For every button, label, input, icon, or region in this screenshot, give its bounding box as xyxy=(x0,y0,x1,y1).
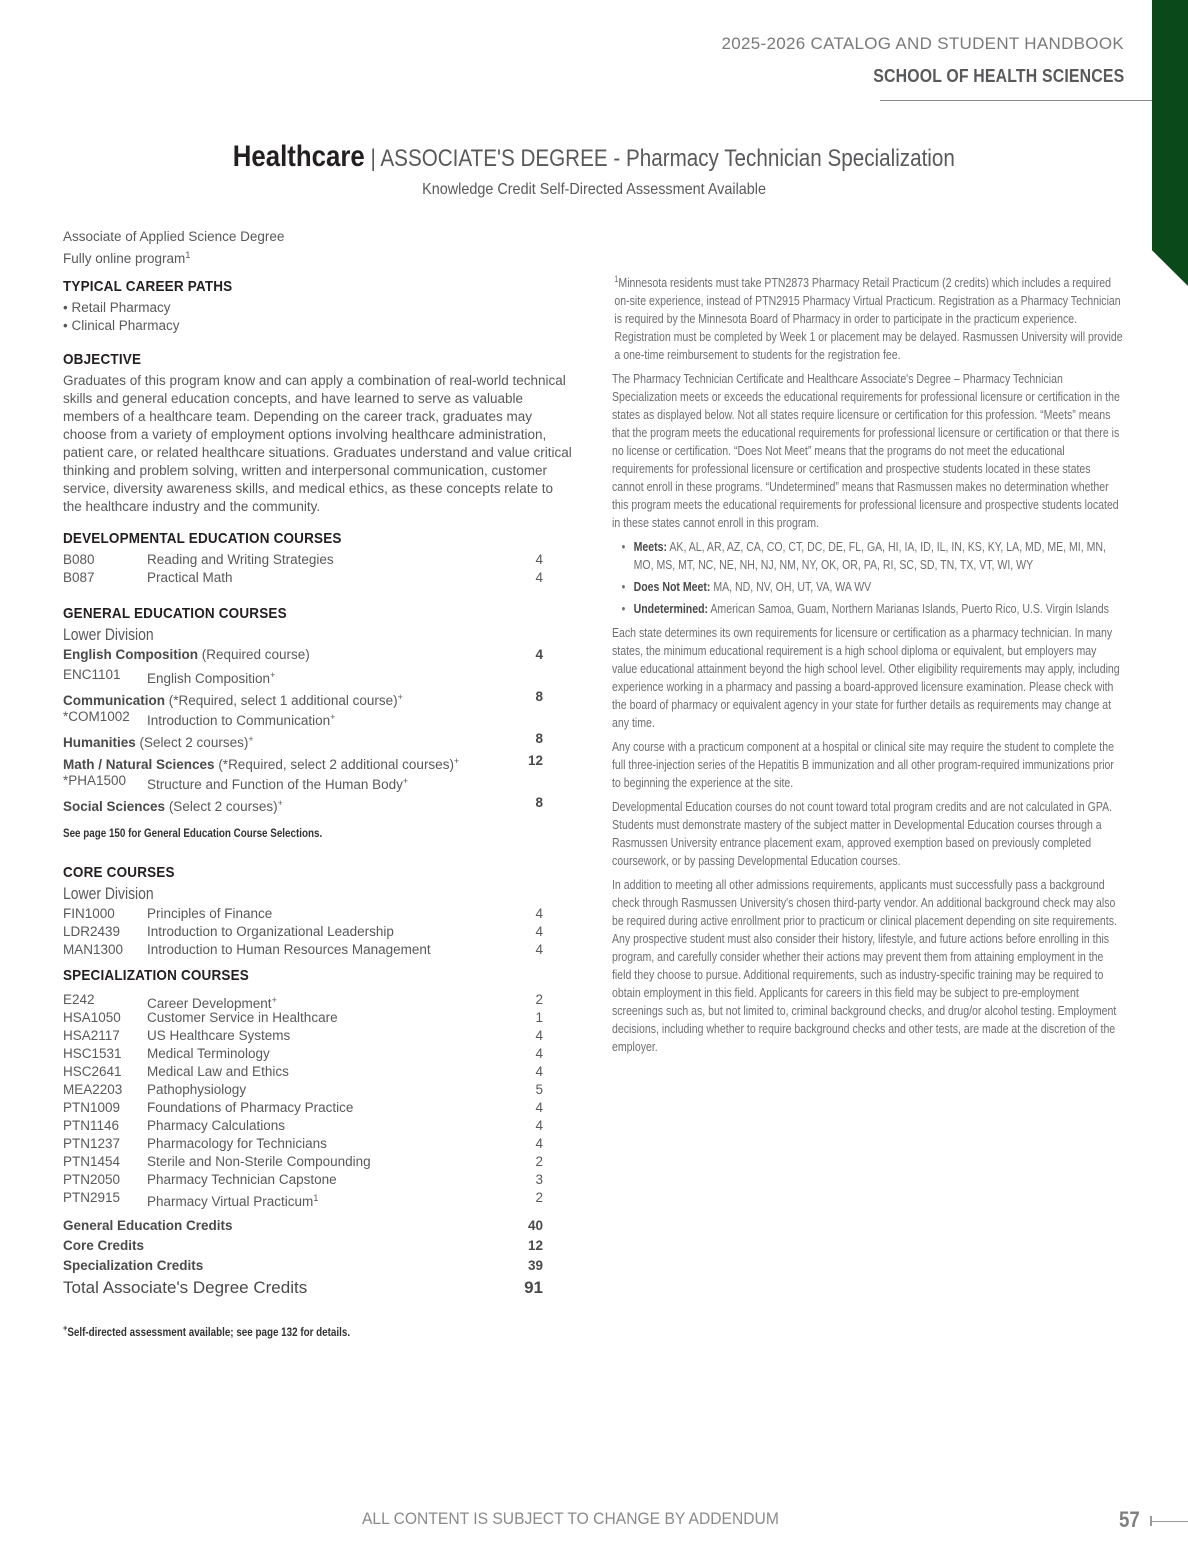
left-column xyxy=(63,228,572,1341)
summary-row: General Education Credits 40 xyxy=(63,1218,543,1233)
background-check-text: In addition to meeting all other admissions requirements, applicants must successfully pass a background check through Rasmussen University's chosen third-party vendor. An additional background check may also be required during active enrollment prior to practicum or clinical placement depending on site requirements. Any prospective student must also consider their history, lifestyle, and future actions before enrolling in this program, and carefully consider whether their actions may prevent them from attaining employment in the field they choose to pursue. Additional requirements, such as industry-specific training may be required to obtain employment in this field. Applicants for careers in this field may be subject to pre-employment screenings such as, but not limited to, criminal background checks, and drug/or alcohol testing. Employment decisions, including whether to require background checks and other tests, are made at the discretion of the employer. xyxy=(612,877,1117,1054)
category-row: English Composition (Required course) 4 xyxy=(63,647,543,662)
licensure-disclosure: The Pharmacy Technician Certificate and Healthcare Associate's Degree – Pharmacy Technician Specialization meets or exceeds the educational requirements for professional licensure or certification in the states as displayed below. Not all states require licensure or certification for this profession. “Meets” means that the program meets the educational requirements for professional licensure or certification or that there is no license or certification. “Does Not Meet” means that the programs do not meet the educational requirements for professional licensure or certification and prospective students located in these states cannot enroll in these programs. “Undetermined” means that Rasmussen makes no determination whether this program meets the educational requirements for professional licensure and prospective students located in these states cannot enroll in this program. xyxy=(612,371,1120,530)
page-marker-line xyxy=(1152,1521,1188,1522)
header-divider xyxy=(880,100,1152,101)
course-row: LDR2439 Introduction to Organizational Leadership 4 xyxy=(63,924,543,939)
gen-ed-note: See page 150 for General Education Course Selections. xyxy=(63,826,323,840)
degree-type: Associate of Applied Science Degree xyxy=(63,229,285,244)
course-row: *PHA1500 Structure and Function of the Human Body+ xyxy=(63,773,409,792)
career-path-item: • Retail Pharmacy xyxy=(63,300,171,315)
page-title xyxy=(0,140,1188,174)
catalog-header: 2025-2026 CATALOG AND STUDENT HANDBOOK xyxy=(721,34,1124,53)
objective-heading: OBJECTIVE xyxy=(63,351,142,368)
course-row: E242 Career Development+ 2 xyxy=(63,992,543,1011)
course-row: HSA1050 Customer Service in Healthcare 1 xyxy=(63,1010,543,1025)
course-row: PTN2915 Pharmacy Virtual Practicum$^1$ 2 xyxy=(63,1190,543,1209)
career-paths-heading: TYPICAL CAREER PATHS xyxy=(63,278,233,295)
category-row: Humanities (Select 2 courses)+ 8 xyxy=(63,731,543,750)
page-subtitle: Knowledge Credit Self-Directed Assessment Available xyxy=(422,181,766,198)
state-status-item: • Undetermined: American Samoa, Guam, Northern Marianas Islands, Puerto Rico, U.S. Virgin Islands xyxy=(622,600,1124,618)
state-list xyxy=(612,538,1124,618)
course-row: PTN1237 Pharmacology for Technicians 4 xyxy=(63,1136,543,1151)
course-row: B080 Reading and Writing Strategies 4 xyxy=(63,552,543,567)
degree-title: ASSOCIATE'S DEGREE - Pharmacy Technician Specialization xyxy=(380,145,956,172)
school-header: SCHOOL OF HEALTH SCIENCES xyxy=(872,66,1124,86)
division-label: Lower Division xyxy=(63,625,154,644)
course-row: B087 Practical Math 4 xyxy=(63,570,543,585)
course-row: PTN2050 Pharmacy Technician Capstone 3 xyxy=(63,1172,543,1187)
career-path-item: • Clinical Pharmacy xyxy=(63,318,180,333)
course-row: HSC2641 Medical Law and Ethics 4 xyxy=(63,1064,543,1079)
category-row: Math / Natural Sciences (*Required, select 2 additional courses)+ 12 xyxy=(63,753,543,772)
course-row: PTN1146 Pharmacy Calculations 4 xyxy=(63,1118,543,1133)
course-row: *COM1002 Introduction to Communication+ xyxy=(63,709,336,728)
specialization-heading: SPECIALIZATION COURSES xyxy=(63,967,249,984)
footer-disclaimer: ALL CONTENT IS SUBJECT TO CHANGE BY ADDENDUM xyxy=(362,1509,779,1528)
title-separator: | xyxy=(364,145,381,172)
minnesota-footnote: $^1$Minnesota residents must take PTN2873 Pharmacy Retail Practicum (2 credits) which includes a required on-site experience, instead of PTN2915 Pharmacy Virtual Practicum. Registration as a Pharmacy Technician is required by the Minnesota Board of Pharmacy in order to participate in the practicum experience. Registration must be completed by Week 1 or placement may be delayed. Rasmussen University will provide a one-time reimbursement to students for the registration fee. xyxy=(614,274,1123,362)
page-number: 57 xyxy=(1119,1507,1140,1532)
course-row: ENC1101 English Composition+ xyxy=(63,667,276,686)
course-row: MEA2203 Pathophysiology 5 xyxy=(63,1082,543,1097)
course-row: PTN1454 Sterile and Non-Sterile Compounding 2 xyxy=(63,1154,543,1169)
category-row: Social Sciences (Select 2 courses)+ 8 xyxy=(63,795,543,814)
developmental-note: Developmental Education courses do not count toward total program credits and are not calculated in GPA. Students must demonstrate mastery of the subject matter in Developmental Education courses through a Rasmussen University entrance placement exam, approved exemption based on previously completed coursework, or by passing Developmental Education courses. xyxy=(612,799,1113,868)
general-ed-heading: GENERAL EDUCATION COURSES xyxy=(63,605,287,622)
state-requirements-text: Each state determines its own requirements for licensure or certification as a pharmacy technician. In many states, the minimum educational requirement is a high school diploma or equivalent, but employers may value educational attainment beyond the high school level. Other eligibility requirements may apply, including experience working in a pharmacy and passing a board-approved licensure examination. Please check with the board of pharmacy or equivalent agency in your state for further details as requirements may change at any time. xyxy=(612,625,1120,730)
core-heading: CORE COURSES xyxy=(63,864,175,881)
objective-text: Graduates of this program know and can apply a combination of real-world technical skills and general education concepts, and have learned to serve as valuable members of a healthcare team. Depending on the career track, graduates may choose from a variety of employment options involving healthcare administration, patient care, or related healthcare situations. Graduates understand and value critical thinking and problem solving, written and interpersonal communication, customer service, diversity awareness skills, and medical ethics, as these concepts relate to the healthcare industry and the community. xyxy=(63,373,572,514)
category-row: Communication (*Required, select 1 additional course)+ 8 xyxy=(63,689,543,708)
course-row: MAN1300 Introduction to Human Resources Management 4 xyxy=(63,942,543,957)
footnote-ref: 1 xyxy=(185,250,191,260)
course-row: FIN1000 Principles of Finance 4 xyxy=(63,906,543,921)
developmental-heading: DEVELOPMENTAL EDUCATION COURSES xyxy=(63,530,342,547)
total-credits-row: Total Associate's Degree Credits 91 xyxy=(63,1278,543,1297)
course-row: HSA2117 US Healthcare Systems 4 xyxy=(63,1028,543,1043)
credit-summary xyxy=(63,1217,543,1305)
course-row: PTN1009 Foundations of Pharmacy Practice 4 xyxy=(63,1100,543,1115)
program-name: Healthcare xyxy=(232,140,365,173)
right-column xyxy=(612,270,1172,1062)
course-row: HSC1531 Medical Terminology 4 xyxy=(63,1046,543,1061)
delivery-mode: Fully online program$^1$ xyxy=(63,250,191,266)
state-status-item: • Does Not Meet: MA, ND, NV, OH, UT, VA, WA WV xyxy=(622,578,1124,596)
state-status-item: • Meets: AK, AL, AR, AZ, CA, CO, CT, DC, DE, FL, GA, HI, IA, ID, IL, IN, KS, KY, LA, MD, ME, MI, MN, MO, MS, MT, NC, NE, NH, NJ, NM, NY, OK, OR, PA, RI, SC, SD, TN, TX, VT, WI, WY xyxy=(622,538,1124,574)
division-label: Lower Division xyxy=(63,884,154,903)
assessment-footnote: +Self-directed assessment available; see page 132 for details. xyxy=(63,1323,351,1339)
immunization-text: Any course with a practicum component at a hospital or clinical site may require the student to complete the full three-injection series of the Hepatitis B immunization and all other program-required immunizations prior to beginning the experience at the site. xyxy=(612,739,1114,790)
summary-row: Specialization Credits 39 xyxy=(63,1258,543,1273)
summary-row: Core Credits 12 xyxy=(63,1238,543,1253)
